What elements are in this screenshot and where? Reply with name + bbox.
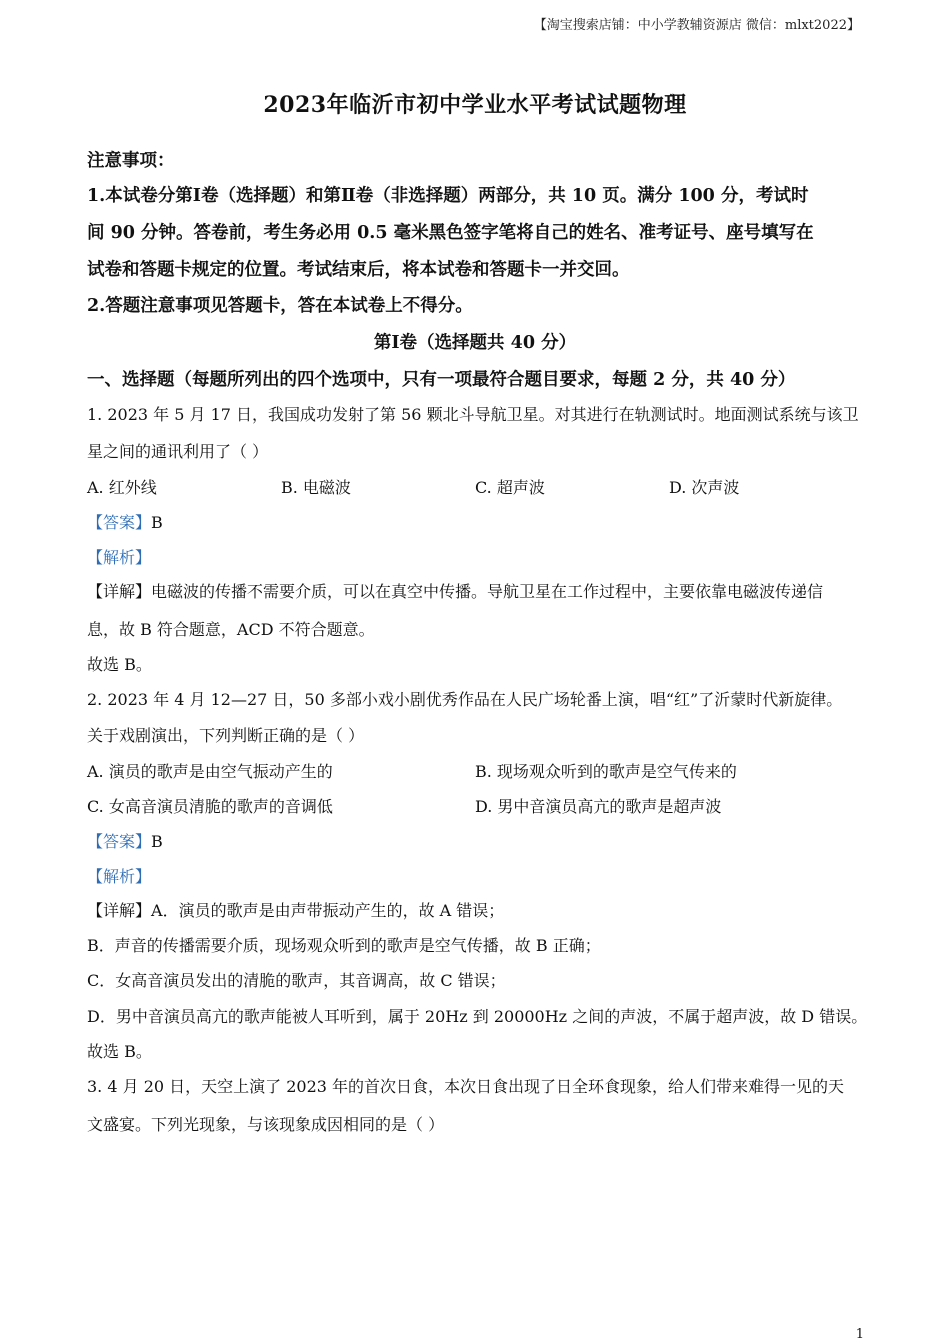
notice-heading: 注意事项： (87, 151, 175, 171)
page-number: 1 (855, 1327, 864, 1342)
detail-tag: 【详解】 (87, 582, 152, 601)
q1-answer (87, 510, 163, 533)
answer-value: B (151, 832, 163, 851)
part-1-title: 第Ⅰ卷（选择题共 40 分） (373, 333, 577, 353)
q1-detail-line-1 (87, 579, 823, 602)
q3-stem-line-1: 3. 4 月 20 日，天空上演了 2023 年的首次日食，本次日食出现了日全环食现象，给人们带来难得一见的天 (87, 1077, 845, 1096)
notice-line-3: 试卷和答题卡规定的位置。考试结束后，将本试卷和答题卡一并交回。 (87, 260, 630, 280)
section-1-title: 一、选择题（每题所列出的四个选项中，只有一项最符合题目要求，每题 2 分，共 40 分） (87, 370, 796, 390)
q1-option-d: D. 次声波 (669, 478, 740, 497)
q1-option-a: A. 红外线 (87, 478, 157, 497)
q2-stem-line-2: 关于戏剧演出，下列判断正确的是（ ） (87, 726, 365, 745)
q2-detail-line-1 (87, 898, 504, 921)
q2-answer (87, 829, 163, 852)
q2-conclusion: 故选 B。 (87, 1042, 152, 1061)
notice-line-2: 间 90 分钟。答卷前，考生务必用 0.5 毫米黑色签字笔将自己的姓名、准考证号、座号填写在 (87, 223, 814, 243)
notice-line-4: 2.答题注意事项见答题卡，答在本试卷上不得分。 (87, 296, 473, 316)
q1-analysis-tag: 【解析】 (87, 548, 152, 567)
q2-stem-line-1: 2. 2023 年 4 月 12—27 日，50 多部小戏小剧优秀作品在人民广场轮番上演，唱“红”了沂蒙时代新旋律。 (87, 690, 843, 709)
q1-option-b: B. 电磁波 (281, 478, 351, 497)
q2-detail-line-4: D．男中音演员高亢的歌声能被人耳听到，属于 20Hz 到 20000Hz 之间的声波，不属于超声波，故 D 错误。 (87, 1007, 868, 1026)
q2-option-d: D. 男中音演员高亢的歌声是超声波 (475, 797, 722, 816)
detail-text: 电磁波的传播不需要介质，可以在真空中传播。导航卫星在工作过程中，主要依靠电磁波传递信 (151, 582, 824, 601)
header-note: 【淘宝搜索店铺：中小学教辅资源店 微信：mlxt2022】 (533, 18, 860, 33)
page-title: 2023年临沂市初中学业水平考试试题物理 (263, 92, 687, 118)
q1-stem-line-2: 星之间的通讯利用了（ ） (87, 442, 269, 461)
q2-detail-line-2: B．声音的传播需要介质，现场观众听到的歌声是空气传播，故 B 正确； (87, 936, 601, 955)
q1-stem-line-1: 1. 2023 年 5 月 17 日，我国成功发射了第 56 颗北斗导航卫星。对其进行在轨测试时。地面测试系统与该卫 (87, 405, 859, 424)
q2-option-a: A. 演员的歌声是由空气振动产生的 (87, 762, 333, 781)
q2-analysis-tag: 【解析】 (87, 867, 152, 886)
q3-stem-line-2: 文盛宴。下列光现象，与该现象成因相同的是（ ） (87, 1115, 445, 1134)
q2-option-b: B. 现场观众听到的歌声是空气传来的 (475, 762, 737, 781)
q1-detail-line-2: 息，故 B 符合题意，ACD 不符合题意。 (87, 620, 375, 639)
answer-tag: 【答案】 (87, 513, 152, 532)
notice-line-1: 1.本试卷分第Ⅰ卷（选择题）和第Ⅱ卷（非选择题）两部分，共 10 页。满分 100 分，考试时 (87, 186, 809, 206)
q1-option-c: C. 超声波 (475, 478, 545, 497)
answer-tag: 【答案】 (87, 832, 152, 851)
detail-text: A．演员的歌声是由声带振动产生的，故 A 错误； (151, 901, 505, 920)
detail-tag: 【详解】 (87, 901, 152, 920)
q2-detail-line-3: C．女高音演员发出的清脆的歌声，其音调高，故 C 错误； (87, 971, 506, 990)
q2-option-c: C. 女高音演员清脆的歌声的音调低 (87, 797, 333, 816)
q1-conclusion: 故选 B。 (87, 655, 152, 674)
answer-value: B (151, 513, 163, 532)
